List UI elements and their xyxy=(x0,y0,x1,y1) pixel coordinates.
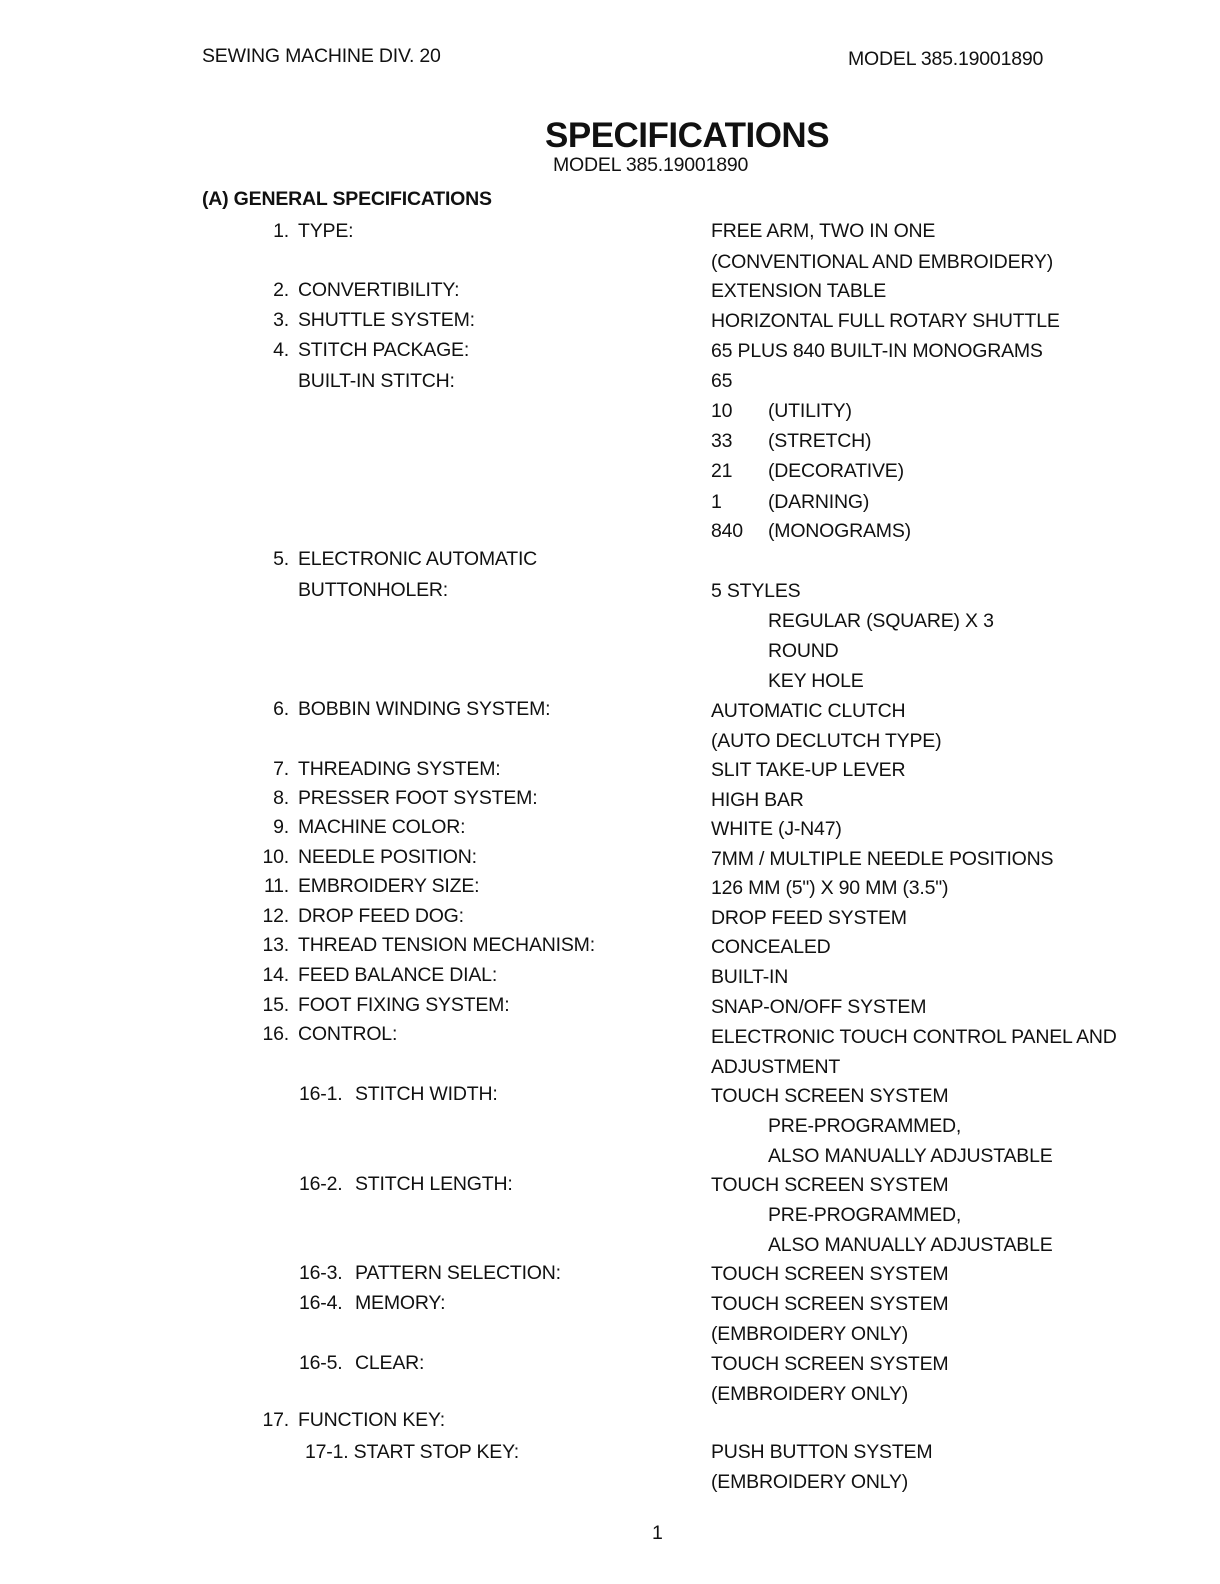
item-number: 10. xyxy=(262,846,289,868)
sub-item-number: 16-2. xyxy=(299,1173,343,1195)
spec-value: TOUCH SCREEN SYSTEM xyxy=(711,1263,949,1285)
spec-label-bobbin: BOBBIN WINDING SYSTEM: xyxy=(298,698,551,720)
buttonhole-style: KEY HOLE xyxy=(768,670,864,692)
spec-label-machine-color: MACHINE COLOR: xyxy=(298,816,466,838)
stitch-count: 10 xyxy=(711,400,733,422)
item-number: 1. xyxy=(273,220,289,242)
item-number: 13. xyxy=(262,934,289,956)
spec-label-presser-foot: PRESSER FOOT SYSTEM: xyxy=(298,787,538,809)
spec-value: AUTOMATIC CLUTCH xyxy=(711,700,906,722)
sub-item-number: 16-1. xyxy=(299,1083,343,1105)
item-number: 8. xyxy=(273,787,289,809)
page-subtitle: MODEL 385.19001890 xyxy=(553,154,749,176)
buttonhole-style: REGULAR (SQUARE) X 3 xyxy=(768,610,994,632)
spec-value: WHITE (J-N47) xyxy=(711,818,842,840)
spec-label-needle-position: NEEDLE POSITION: xyxy=(298,846,477,868)
spec-value: BUILT-IN xyxy=(711,966,789,988)
spec-label-type: TYPE: xyxy=(298,220,354,242)
spec-label-convertibility: CONVERTIBILITY: xyxy=(298,279,460,301)
header-right: MODEL 385.19001890 xyxy=(848,48,1044,70)
item-number: 5. xyxy=(273,548,289,570)
spec-label-embroidery-size: EMBROIDERY SIZE: xyxy=(298,875,480,897)
spec-value: ALSO MANUALLY ADJUSTABLE xyxy=(768,1234,1053,1256)
page-number: 1 xyxy=(652,1522,663,1544)
item-number: 7. xyxy=(273,758,289,780)
spec-value: 65 PLUS 840 BUILT-IN MONOGRAMS xyxy=(711,340,1043,362)
spec-label-control: CONTROL: xyxy=(298,1023,398,1045)
spec-value: TOUCH SCREEN SYSTEM xyxy=(711,1174,949,1196)
sub-item-number: 16-5. xyxy=(299,1352,343,1374)
spec-label-buttonholer: ELECTRONIC AUTOMATIC xyxy=(298,548,538,570)
spec-value: ALSO MANUALLY ADJUSTABLE xyxy=(768,1145,1053,1167)
sub-item-number: 16-3. xyxy=(299,1262,343,1284)
spec-value: 65 xyxy=(711,370,733,392)
stitch-count: 33 xyxy=(711,430,733,452)
sub-item-number: 16-4. xyxy=(299,1292,343,1314)
spec-value: (CONVENTIONAL AND EMBROIDERY) xyxy=(711,251,1054,273)
stitch-kind: (DECORATIVE) xyxy=(768,460,904,482)
stitch-count: 1 xyxy=(711,491,722,513)
spec-value: TOUCH SCREEN SYSTEM xyxy=(711,1085,949,1107)
spec-label-buttonholer-sub: BUTTONHOLER: xyxy=(298,579,449,601)
item-number: 17. xyxy=(262,1409,289,1431)
item-number: 16. xyxy=(262,1023,289,1045)
stitch-count: 21 xyxy=(711,460,733,482)
spec-label-threading: THREADING SYSTEM: xyxy=(298,758,501,780)
spec-value: ADJUSTMENT xyxy=(711,1056,841,1078)
spec-value: DROP FEED SYSTEM xyxy=(711,907,907,929)
stitch-kind: (UTILITY) xyxy=(768,400,852,422)
spec-value: 7MM / MULTIPLE NEEDLE POSITIONS xyxy=(711,848,1054,870)
spec-value: (AUTO DECLUTCH TYPE) xyxy=(711,730,942,752)
spec-value: PUSH BUTTON SYSTEM xyxy=(711,1441,933,1463)
spec-value: 5 STYLES xyxy=(711,580,801,602)
spec-label-built-in-stitch: BUILT-IN STITCH: xyxy=(298,370,455,392)
spec-label-feed-balance: FEED BALANCE DIAL: xyxy=(298,964,498,986)
section-heading: (A) GENERAL SPECIFICATIONS xyxy=(202,188,492,210)
stitch-kind: (MONOGRAMS) xyxy=(768,520,911,542)
spec-label-clear: CLEAR: xyxy=(355,1352,425,1374)
spec-label-stitch-width: STITCH WIDTH: xyxy=(355,1083,498,1105)
spec-label-foot-fixing: FOOT FIXING SYSTEM: xyxy=(298,994,510,1016)
spec-label-shuttle: SHUTTLE SYSTEM: xyxy=(298,309,475,331)
spec-value: TOUCH SCREEN SYSTEM xyxy=(711,1293,949,1315)
spec-value: TOUCH SCREEN SYSTEM xyxy=(711,1353,949,1375)
spec-value: PRE-PROGRAMMED, xyxy=(768,1204,962,1226)
spec-value: (EMBROIDERY ONLY) xyxy=(711,1323,909,1345)
spec-value: SNAP-ON/OFF SYSTEM xyxy=(711,996,927,1018)
spec-label-thread-tension: THREAD TENSION MECHANISM: xyxy=(298,934,595,956)
spec-value: CONCEALED xyxy=(711,936,831,958)
spec-value: 126 MM (5") X 90 MM (3.5") xyxy=(711,877,949,899)
spec-value: (EMBROIDERY ONLY) xyxy=(711,1383,909,1405)
spec-value: PRE-PROGRAMMED, xyxy=(768,1115,962,1137)
spec-label-stitch-package: STITCH PACKAGE: xyxy=(298,339,470,361)
item-number: 9. xyxy=(273,816,289,838)
spec-value: EXTENSION TABLE xyxy=(711,280,887,302)
stitch-count: 840 xyxy=(711,520,743,542)
item-number: 3. xyxy=(273,309,289,331)
stitch-kind: (DARNING) xyxy=(768,491,870,513)
item-number: 4. xyxy=(273,339,289,361)
spec-label-stitch-length: STITCH LENGTH: xyxy=(355,1173,513,1195)
header-left: SEWING MACHINE DIV. 20 xyxy=(202,45,441,67)
stitch-kind: (STRETCH) xyxy=(768,430,872,452)
item-number: 6. xyxy=(273,698,289,720)
item-number: 15. xyxy=(262,994,289,1016)
item-number: 11. xyxy=(263,875,289,897)
spec-value: (EMBROIDERY ONLY) xyxy=(711,1471,909,1493)
page-title: SPECIFICATIONS xyxy=(545,116,830,155)
spec-value: SLIT TAKE-UP LEVER xyxy=(711,759,906,781)
spec-value: HIGH BAR xyxy=(711,789,804,811)
spec-label-start-stop-key: 17-1. START STOP KEY: xyxy=(305,1441,520,1463)
spec-value: ELECTRONIC TOUCH CONTROL PANEL AND xyxy=(711,1026,1117,1048)
item-number: 2. xyxy=(273,279,289,301)
buttonhole-style: ROUND xyxy=(768,640,839,662)
spec-value: FREE ARM, TWO IN ONE xyxy=(711,220,936,242)
spec-value: HORIZONTAL FULL ROTARY SHUTTLE xyxy=(711,310,1060,332)
spec-label-memory: MEMORY: xyxy=(355,1292,446,1314)
item-number: 12. xyxy=(262,905,289,927)
spec-label-function-key: FUNCTION KEY: xyxy=(298,1409,445,1431)
spec-label-drop-feed: DROP FEED DOG: xyxy=(298,905,464,927)
spec-label-pattern-selection: PATTERN SELECTION: xyxy=(355,1262,561,1284)
item-number: 14. xyxy=(262,964,289,986)
